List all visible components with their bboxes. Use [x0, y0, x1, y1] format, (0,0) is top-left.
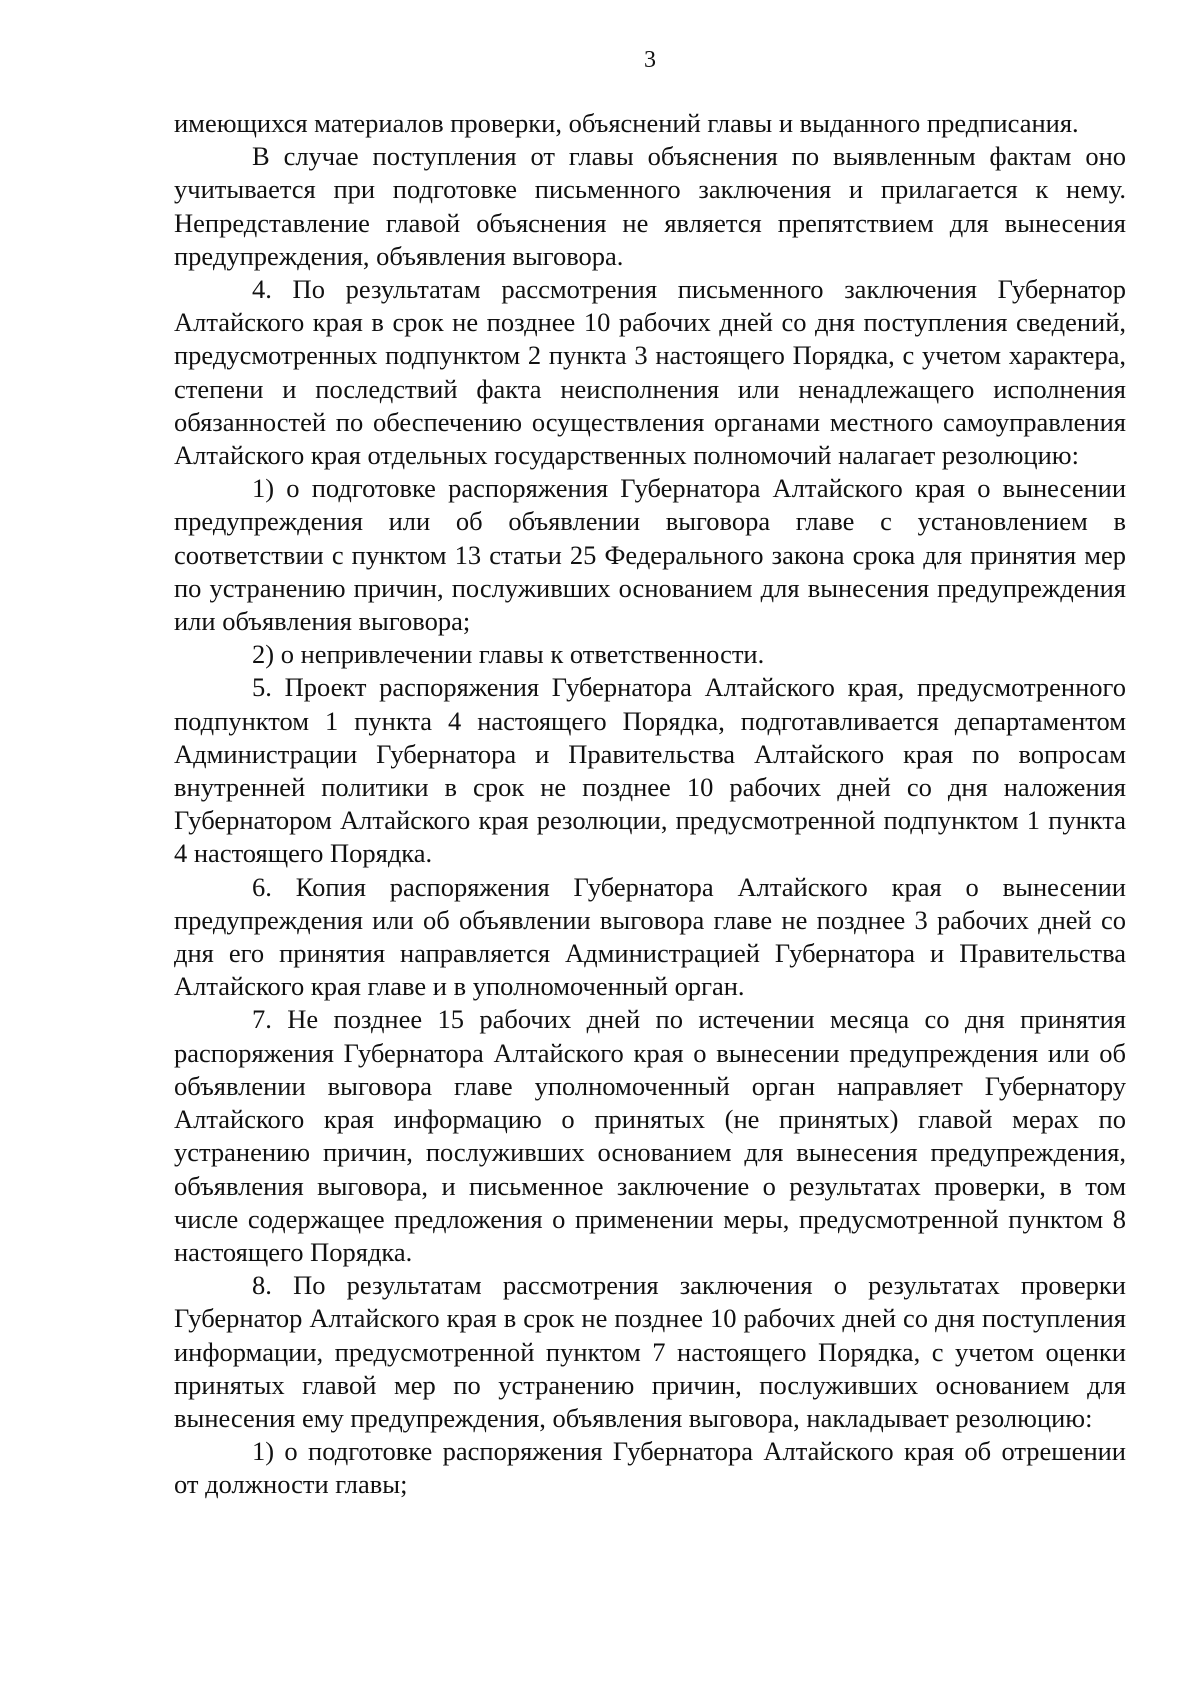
paragraph-subitem-8-1: 1) о подготовке распоряжения Губернатора Алтайского края об отрешении от должности главы;	[174, 1436, 1126, 1500]
paragraph-explanation: В случае поступления от главы объяснения по выявленным фактам оно учитывается при подготовке письменного заключения и прилагается к нему. Непредставление главой объяснения не является препятствием для вынесения предупреждения, объявления выговора.	[174, 141, 1126, 271]
paragraph-item-4: 4. По результатам рассмотрения письменного заключения Губернатор Алтайского края в срок не позднее 10 рабочих дней со дня поступления сведений, предусмотренных подпунктом 2 пункта 3 настоящего Порядка, с учетом характера, степени и последствий факта неисполнения или ненадлежащего исполнения обязанностей по обеспечению осуществления органами местного самоуправления Алтайского края отдельных государственных полномочий налагает резолюцию:	[174, 274, 1126, 471]
paragraph-subitem-4-2: 2) о непривлечении главы к ответственности.	[252, 639, 765, 670]
paragraph-item-7: 7. Не позднее 15 рабочих дней по истечении месяца со дня принятия распоряжения Губернатора Алтайского края о вынесении предупреждения или об объявлении выговора главе уполномоченный орган направляет Губернатору Алтайского края информацию о принятых (не принятых) главой мерах по устранению причин, послуживших основанием для вынесения предупреждения, объявления выговора, и письменное заключение о результатах проверки, в том числе содержащее предложения о применении меры, предусмотренной пунктом 8 настоящего Порядка.	[174, 1004, 1126, 1267]
paragraph-item-6: 6. Копия распоряжения Губернатора Алтайского края о вынесении предупреждения или об объявлении выговора главе не позднее 3 рабочих дней со дня его принятия направляется Администрацией Губернатора и Правительства Алтайского края главе и в уполномоченный орган.	[174, 871, 1126, 1002]
document-body	[174, 107, 1126, 1502]
paragraph-item-8: 8. По результатам рассмотрения заключения о результатах проверки Губернатор Алтайского края в срок не позднее 10 рабочих дней со дня поступления информации, предусмотренной пунктом 7 настоящего Порядка, с учетом оценки принятых главой мер по устранению причин, послуживших основанием для вынесения ему предупреждения, объявления выговора, накладывает резолюцию:	[174, 1270, 1126, 1433]
paragraph-continuation: имеющихся материалов проверки, объяснений главы и выданного предписания.	[174, 108, 1079, 138]
page-number: 3	[644, 47, 656, 73]
paragraph-item-5: 5. Проект распоряжения Губернатора Алтайского края, предусмотренного подпунктом 1 пункта 4 настоящего Порядка, подготавливается департаментом Администрации Губернатора и Правительства Алтайского края по вопросам внутренней политики в срок не позднее 10 рабочих дней со дня наложения Губернатором Алтайского края резолюции, предусмотренной подпунктом 1 пункта 4 настоящего Порядка.	[174, 672, 1126, 869]
paragraph-subitem-4-1: 1) о подготовке распоряжения Губернатора Алтайского края о вынесении предупреждения или об объявлении выговора главе с установлением в соответствии с пунктом 13 статьи 25 Федерального закона срока для принятия мер по устранению причин, послуживших основанием для вынесения предупреждения или объявления выговора;	[174, 473, 1126, 637]
